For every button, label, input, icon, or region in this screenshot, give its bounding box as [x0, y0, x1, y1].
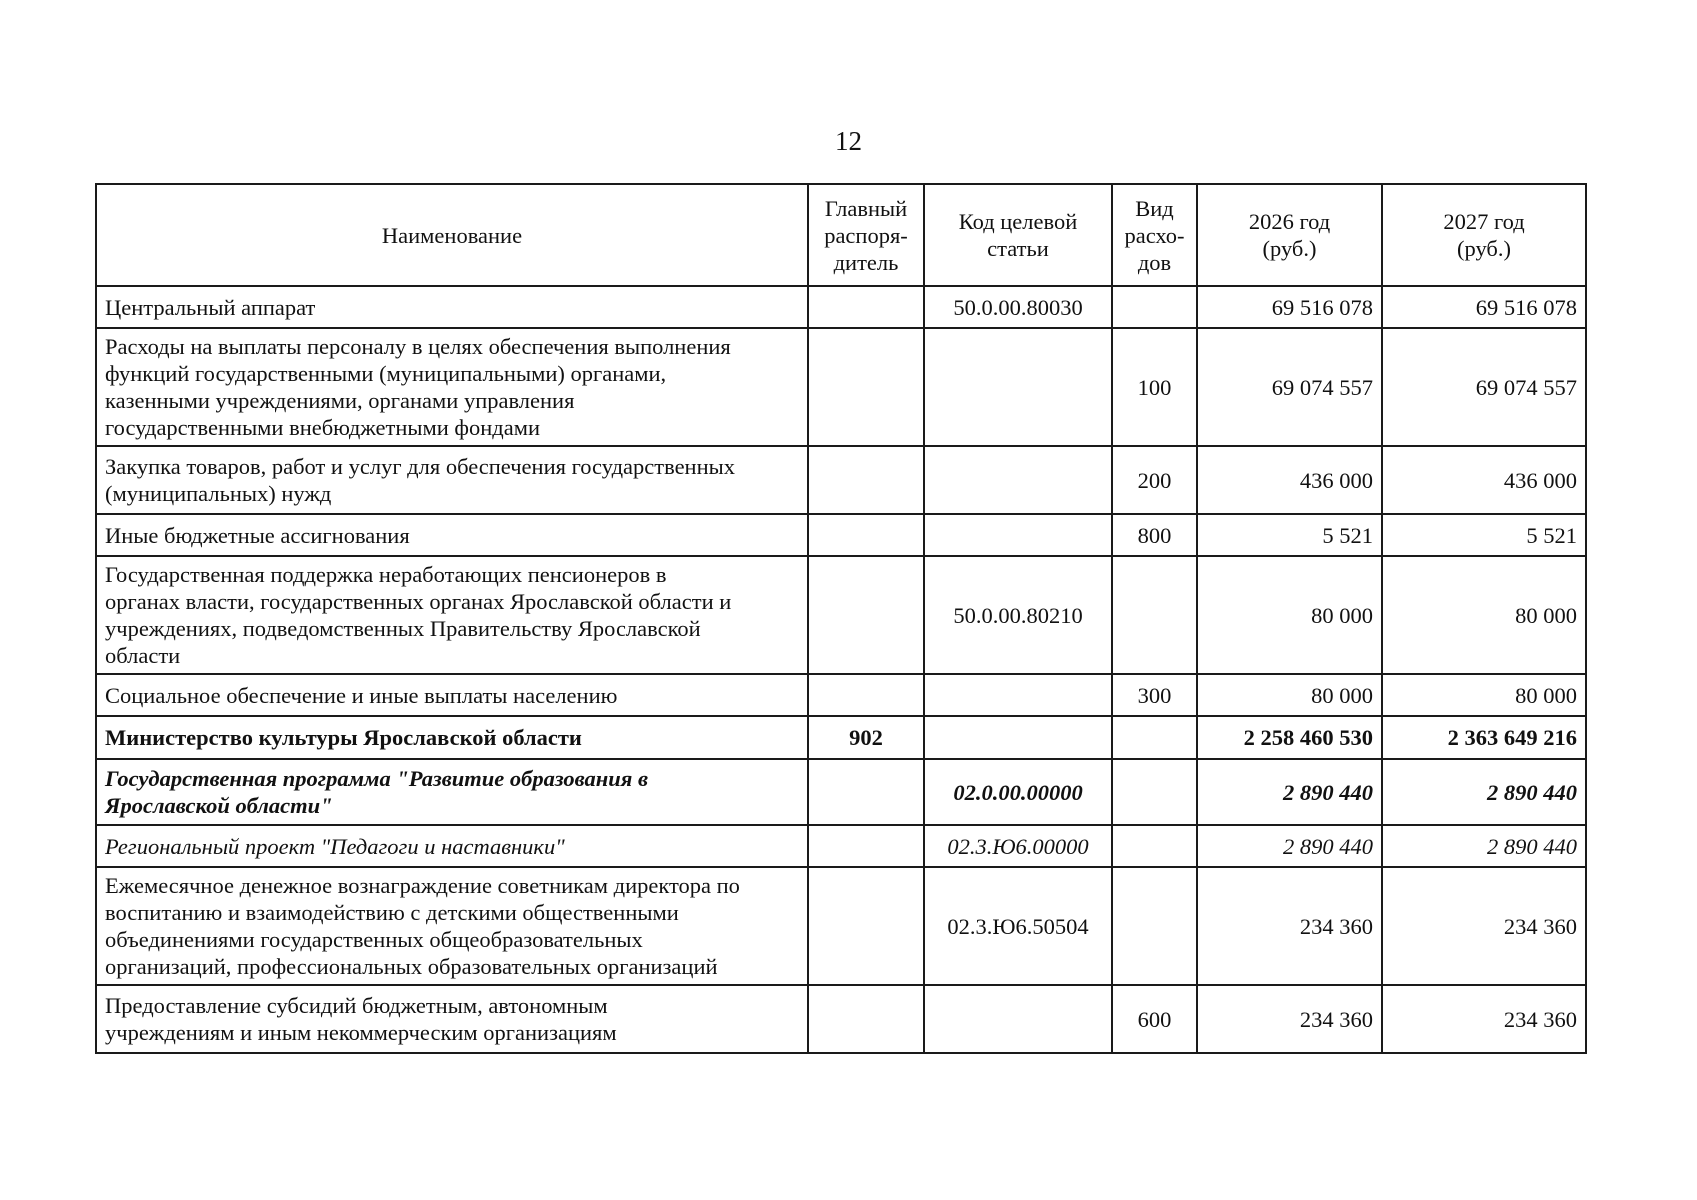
cell-target-code: [924, 514, 1112, 556]
header-year-2027-line: 2027 год: [1443, 209, 1525, 234]
cell-name-line: Иные бюджетные ассигнования: [105, 522, 410, 548]
table-row: [96, 759, 1586, 825]
cell-main-manager: [808, 759, 924, 825]
cell-name: [96, 985, 808, 1053]
header-target-code-line: статьи: [987, 236, 1049, 261]
cell-name-line: Государственная программа "Развитие образования в: [105, 766, 649, 791]
cell-name-line: учреждениях, подведомственных Правительству Ярославской: [105, 616, 701, 641]
cell-year-2027: 5 521: [1382, 514, 1586, 556]
cell-name-line: Социальное обеспечение и иные выплаты населению: [105, 682, 618, 708]
cell-year-2026: 80 000: [1197, 674, 1382, 716]
cell-year-2027: 69 074 557: [1382, 328, 1586, 446]
cell-name-line: Ежемесячное денежное вознаграждение советникам директора по: [105, 873, 740, 898]
header-row: [96, 184, 1586, 286]
header-expense-type-line: дов: [1137, 249, 1172, 275]
cell-year-2026: 5 521: [1197, 514, 1382, 556]
cell-name-line: Расходы на выплаты персоналу в целях обеспечения выполнения: [105, 334, 731, 359]
cell-name: [96, 716, 808, 759]
page-number: 12: [835, 126, 862, 156]
cell-year-2026: 2 890 440: [1197, 825, 1382, 867]
header-year-2027-line: (руб.): [1457, 236, 1511, 261]
table-row: [96, 556, 1586, 674]
cell-target-code: 50.0.00.80210: [924, 556, 1112, 674]
cell-expense-type: 800: [1112, 514, 1197, 556]
cell-year-2027: 2 363 649 216: [1382, 716, 1586, 759]
cell-target-code: [924, 446, 1112, 514]
cell-expense-type: [1112, 867, 1197, 985]
cell-name-line: организаций, профессиональных образовательных организаций: [105, 954, 718, 979]
cell-name-line: Предоставление субсидий бюджетным, автономным: [105, 993, 608, 1018]
cell-main-manager: [808, 985, 924, 1053]
header-main-manager-line: распоря-: [824, 222, 908, 248]
header-target-code-line: Код целевой: [958, 209, 1078, 234]
cell-year-2026: 2 258 460 530: [1197, 716, 1382, 759]
cell-year-2027: 80 000: [1382, 556, 1586, 674]
cell-expense-type: [1112, 825, 1197, 867]
cell-name-line: учреждениям и иным некоммерческим организациям: [105, 1020, 617, 1045]
cell-expense-type: [1112, 759, 1197, 825]
cell-name-line: (муниципальных) нужд: [105, 481, 332, 506]
cell-name: [96, 514, 808, 556]
budget-table: [95, 183, 1587, 1054]
cell-year-2027: 234 360: [1382, 985, 1586, 1053]
table-row: [96, 514, 1586, 556]
cell-main-manager: [808, 674, 924, 716]
header-main-manager-line: дитель: [833, 249, 899, 275]
cell-expense-type: [1112, 556, 1197, 674]
cell-name: [96, 867, 808, 985]
cell-name: [96, 674, 808, 716]
cell-year-2027: 2 890 440: [1382, 759, 1586, 825]
cell-year-2026: 234 360: [1197, 867, 1382, 985]
header-year-2026-line: 2026 год: [1248, 209, 1331, 234]
cell-name: [96, 825, 808, 867]
cell-year-2026: 436 000: [1197, 446, 1382, 514]
header-expense-type: [1112, 184, 1197, 286]
cell-year-2026: 69 074 557: [1197, 328, 1382, 446]
cell-target-code: [924, 985, 1112, 1053]
cell-name-line: области: [105, 643, 181, 668]
cell-target-code: [924, 674, 1112, 716]
table-body: [96, 286, 1586, 1053]
cell-target-code: [924, 716, 1112, 759]
cell-year-2027: 2 890 440: [1382, 825, 1586, 867]
cell-year-2027: 80 000: [1382, 674, 1586, 716]
cell-expense-type: 200: [1112, 446, 1197, 514]
cell-expense-type: [1112, 286, 1197, 328]
cell-main-manager: [808, 825, 924, 867]
header-year-2026-line: (руб.): [1262, 236, 1317, 261]
cell-name-line: Центральный аппарат: [105, 294, 316, 320]
header-year-2026: [1197, 184, 1382, 286]
cell-name-line: Государственная поддержка неработающих пенсионеров в: [105, 562, 667, 587]
cell-name-line: объединениями государственных общеобразовательных: [105, 927, 643, 952]
cell-expense-type: 300: [1112, 674, 1197, 716]
cell-name-line: казенными учреждениями, органами управления: [105, 388, 575, 413]
cell-main-manager: [808, 286, 924, 328]
cell-target-code: 50.0.00.80030: [924, 286, 1112, 328]
table-row: [96, 674, 1586, 716]
header-year-2027: [1382, 184, 1586, 286]
cell-name: [96, 556, 808, 674]
cell-name: [96, 446, 808, 514]
cell-target-code: 02.0.00.00000: [924, 759, 1112, 825]
cell-target-code: [924, 328, 1112, 446]
cell-main-manager: [808, 446, 924, 514]
cell-name: [96, 759, 808, 825]
cell-target-code: 02.3.Ю6.50504: [924, 867, 1112, 985]
cell-name-line: Закупка товаров, работ и услуг для обеспечения государственных: [105, 454, 736, 479]
cell-expense-type: 600: [1112, 985, 1197, 1053]
table-row: [96, 286, 1586, 328]
cell-year-2027: 69 516 078: [1382, 286, 1586, 328]
cell-expense-type: 100: [1112, 328, 1197, 446]
header-expense-type-line: Вид: [1135, 195, 1174, 221]
cell-name: [96, 328, 808, 446]
table-row: [96, 446, 1586, 514]
table-row: [96, 716, 1586, 759]
cell-year-2026: 234 360: [1197, 985, 1382, 1053]
cell-name-line: Региональный проект "Педагоги и наставники": [105, 833, 565, 859]
cell-name-line: воспитанию и взаимодействию с детскими общественными: [105, 900, 679, 925]
cell-main-manager: [808, 556, 924, 674]
cell-name-line: Ярославской области": [105, 793, 333, 818]
cell-expense-type: [1112, 716, 1197, 759]
cell-main-manager: 902: [808, 716, 924, 759]
cell-year-2026: 69 516 078: [1197, 286, 1382, 328]
table-row: [96, 985, 1586, 1053]
cell-main-manager: [808, 867, 924, 985]
cell-year-2027: 234 360: [1382, 867, 1586, 985]
header-target-code: [924, 184, 1112, 286]
header-main-manager-line: Главный: [824, 195, 908, 221]
cell-year-2026: 2 890 440: [1197, 759, 1382, 825]
cell-main-manager: [808, 514, 924, 556]
table-row: [96, 328, 1586, 446]
header-expense-type-line: расхо-: [1124, 222, 1185, 248]
table-row: [96, 867, 1586, 985]
cell-target-code: 02.3.Ю6.00000: [924, 825, 1112, 867]
cell-name-line: органах власти, государственных органах Ярославской области и: [105, 589, 732, 614]
cell-name-line: Министерство культуры Ярославской области: [105, 725, 582, 750]
cell-name-line: функций государственными (муниципальными) органами,: [105, 361, 667, 386]
cell-year-2026: 80 000: [1197, 556, 1382, 674]
header-name: Наименование: [96, 184, 808, 286]
cell-year-2027: 436 000: [1382, 446, 1586, 514]
cell-name: [96, 286, 808, 328]
table-row: [96, 825, 1586, 867]
cell-main-manager: [808, 328, 924, 446]
header-main-manager: [808, 184, 924, 286]
cell-name-line: государственными внебюджетными фондами: [105, 415, 541, 440]
